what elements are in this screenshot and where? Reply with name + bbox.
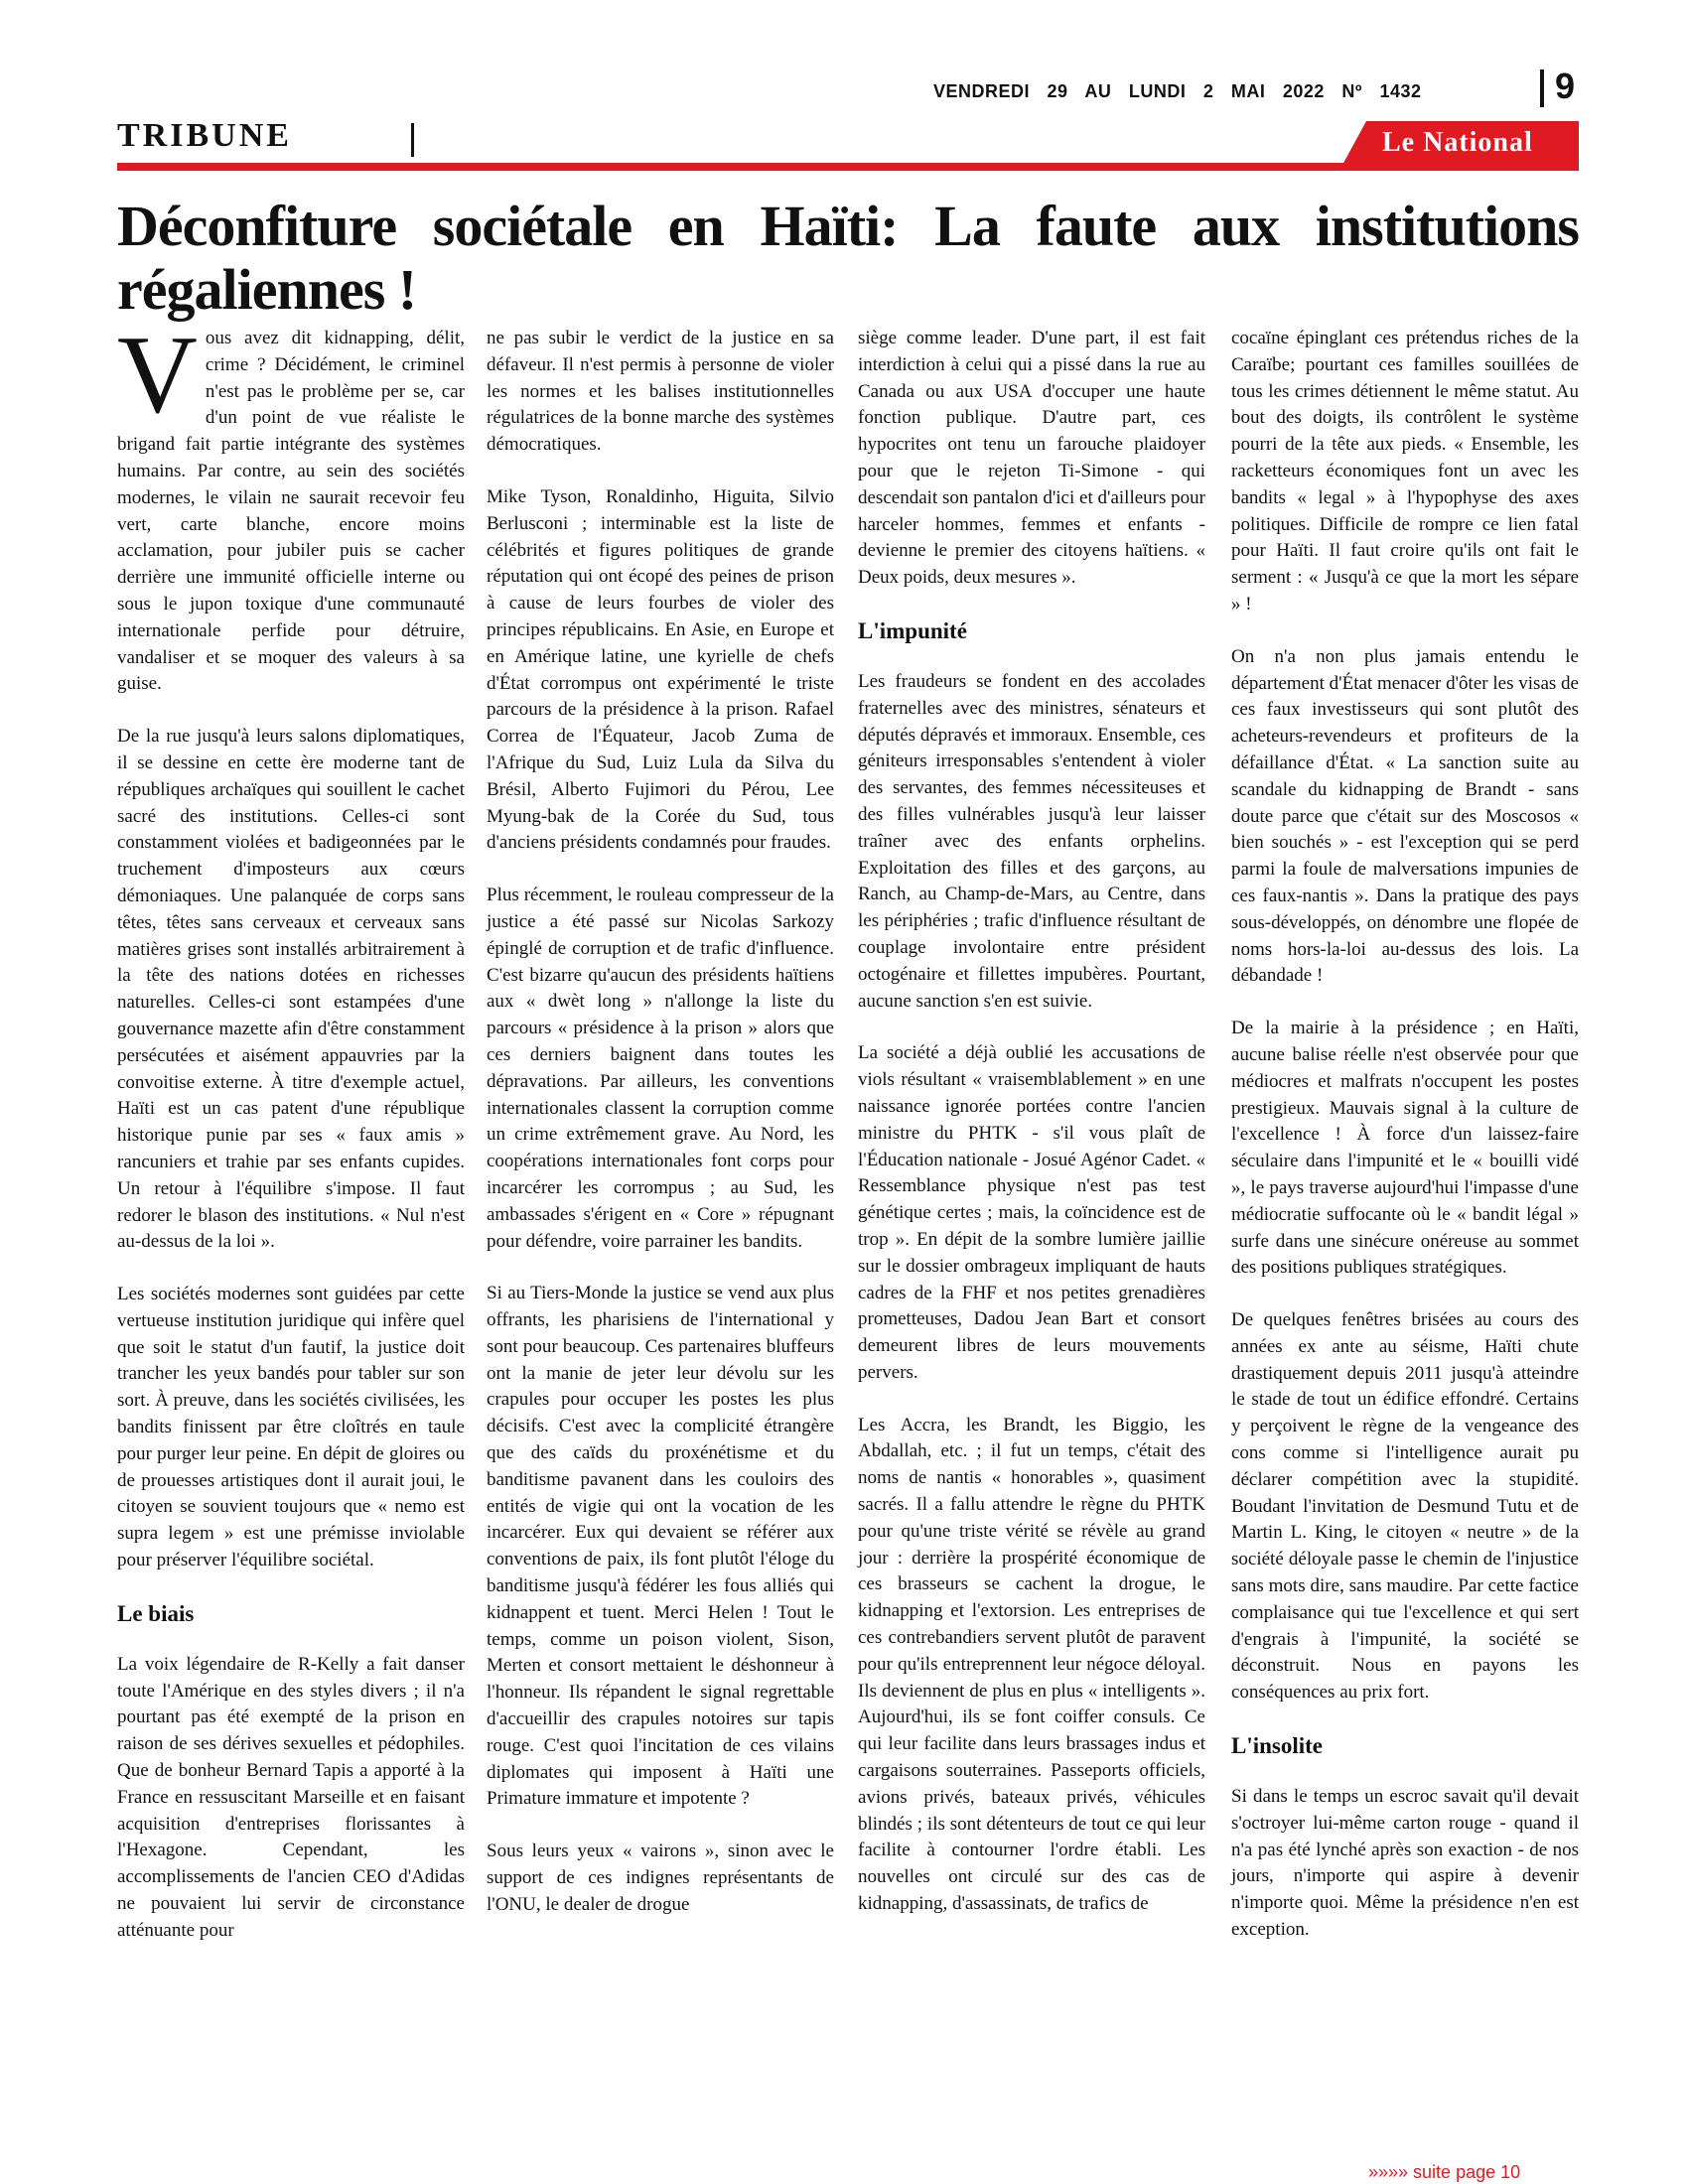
subheading: L'insolite — [1231, 1733, 1324, 1759]
paragraph: Si au Tiers-Monde la justice se vend aux plus offrants, les pharisiens de l'international y sont pour beaucoup. Ces partenaires bluffeurs ont la manie de jeter leur dévolu sur les crapules pour occuper les postes les plus décisifs. C'est avec la complicité étrangère que des caïds du proxénétisme et du banditisme pavanent dans les couloirs des entités de vigie qui ont la vocation de les incarcérer. Eux qui devaient se référer aux conventions de paix, ils font plutôt l'éloge du banditisme jusqu'à fédérer les fous alliés qui kidnappent et tuent. Merci Helen ! Tout le temps, comme un poison violent, Sison, Merten et consort mettaient le déshonneur à l'honneur. Ils répandent le signal regrettable d'accueillir des crapules notoires sur tapis rouge. C'est quoi l'incitation de ces vilains diplomates qui imposent à Haïti une Primature immature et impotente ? — [487, 1283, 834, 1810]
paragraph: De la mairie à la présidence ; en Haïti, aucune balise réelle n'est observée pour que médiocres et malfrats n'occupent les postes prestigieux. Mauvais signal à la culture de l'excellence ! À force d'un laissez-faire séculaire dans l'impunité et le « bouilli vidé », le pays traverse aujourd'hui l'impasse d'une médiocratie suffocante où le « bandit légal » surfe dans une sinécure onéreuse au sommet des positions publiques stratégiques. — [1231, 1018, 1579, 1279]
article-column-4 — [1231, 326, 1579, 1970]
paragraph: Les Accra, les Brandt, les Biggio, les Abdallah, etc. ; il fut un temps, c'était des noms de nantis « honorables », quasiment sacrés. Il a fallu attendre le règne du PHTK pour qu'une triste vérité se révèle au grand jour : derrière la prospérité économique de ces brasseurs se cachent la drogue, le kidnapping et l'extorsion. Les entreprises de ces contrebandiers servent plutôt de paravent pour qu'ils entreprennent leur négoce déloyal. Ils deviennent de plus en plus « intelligents ». Aujourd'hui, ils se font coiffer consuls. Ce qui leur facilite dans leurs brassages indus et cargaisons souterraines. Passeports officiels, avions privés, bateaux privés, véhicules blindés ; ils sont détenteurs de tout ce qui leur facilite à contourner l'ordre établi. Les nouvelles ont circulé sur des cas de kidnapping, d'assassinats, de trafics de — [858, 1414, 1205, 1915]
paragraph: Sous leurs yeux « vairons », sinon avec le support de ces indignes représentants de l'ONU, le dealer de drogue — [487, 1841, 834, 1915]
paragraph: Les fraudeurs se fondent en des accolades fraternelles avec des ministres, sénateurs et députés dépravés et immoraux. Ensemble, ces géniteurs irresponsables s'entendent à violer des servantes, des femmes nécessiteuses et des filles vulnérables jusqu'à leur laisser traîner avec des enfants orphelins. Exploitation des filles et des garçons, au Ranch, au Champ-de-Mars, au Centre, dans les périphéries ; trafic d'influence résultant de couplage involontaire entre président octogénaire et fillettes impubères. Pourtant, aucune sanction s'en est suivie. — [858, 670, 1205, 1012]
paragraph-text: ous avez dit kidnapping, délit, crime ? Décidément, le criminel n'est pas le problème per se, car d'un point de vue réaliste le brigand fait partie intégrante des systèmes humains. Par contre, au sein des sociétés modernes, le vilain ne saurait recevoir feu vert, carte blanche, encore moins acclamation, pour jubiler puis se cacher derrière une immunité officielle interne ou sous le jupon toxique d'une communauté internationale perfide pour détruire, vandaliser et se moquer des valeurs à sa guise. — [117, 328, 465, 695]
paragraph: La société a déjà oublié les accusations de viols résultant « vraisemblablement » en une naissance ignorée portées contre l'ancien ministre du PHTK - s'il vous plaît de l'Éducation nationale - Josué Agénor Cadet. « Ressemblance physique n'est pas test génétique certes ; mais, la coïncidence est de trop ». En dépit de la sombre lumière jaillie sur le dossier ombrageux impliquant de hauts cadres de la FHF et nos petites grenadières prometteuses, Dadou Jean Bart et consort demeurent libres de leurs mouvements pervers. — [858, 1042, 1205, 1383]
paragraph: De la rue jusqu'à leurs salons diplomatiques, il se dessine en cette ère moderne tant de républiques archaïques qui souillent le cachet sacré des institutions. Celles-ci sont constamment violées et badigeonnées par le truchement d'imposteurs aux cœurs démoniaques. Une palanquée de corps sans têtes, têtes sans cerveaux et cerveaux sans matières grises sont installés arbitrairement à la tête des nations dotées en richesses naturelles. Celles-ci sont estampées d'une gouvernance mazette afin d'être constamment persécutées et aisément appauvries par la convoitise externe. À titre d'exemple actuel, Haïti est un cas patent d'une république historique punie par ses « faux amis » rancuniers et trahie par ses enfants cupides. Un retour à l'équilibre s'impose. Il faut redorer le blason des institutions. « Nul n'est au-dessus de la loi ». — [117, 726, 465, 1253]
paragraph: Plus récemment, le rouleau compresseur de la justice a été passé sur Nicolas Sarkozy épinglé de corruption et de trafic d'influence. C'est bizarre qu'aucun des présidents haïtiens aux « dwèt long » n'allonge la liste du parcours « présidence à la prison » alors que ces derniers baignent dans toutes les dépravations. Par ailleurs, les conventions internationales classent la corruption comme un crime extrêmement grave. Au Nord, les coopérations internationales font corps pour incarcérer les corrompus ; au Sud, les ambassades s'érigent en « Core » répugnant pour défendre, voire parrainer les bandits. — [487, 885, 834, 1252]
paragraph: siège comme leader. D'une part, il est fait interdiction à celui qui a pissé dans la rue au Canada ou aux USA d'occuper une haute fonction publique. D'autre part, ces hypocrites ont tenu un farouche plaidoyer pour que le rejeton Ti-Simone - qui descendait son pantalon d'ici et d'ailleurs pour harceler hommes, femmes et enfants - devienne le premier des citoyens haïtiens. « Deux poids, deux mesures ». — [858, 328, 1205, 589]
header-rule — [117, 163, 1579, 171]
header-separator — [1540, 69, 1544, 107]
newspaper-brand: Le National — [1382, 127, 1533, 158]
paragraph: On n'a non plus jamais entendu le département d'État menacer d'ôter les visas de ces faux investisseurs qui sont plutôt des acheteurs-revendeurs et profiteurs de la défaillance d'État. « La sanction suite au scandale du kidnapping de Brandt - sans doute parce que c'était sur des Moscosos « bien souchés » - est l'exception qui se perd parmi la foule de malversations impunies de ces faux-nantis ». Dans la pratique des pays sous-développés, on dénombre une flopée de noms hors-la-loi au-dessus des lois. La débandade ! — [1231, 645, 1579, 987]
paragraph: Mike Tyson, Ronaldinho, Higuita, Silvio Berlusconi ; interminable est la liste de célébrités et figures politiques de grande réputation qui ont écopé des peines de prison à cause de leurs fourbes de violer des principes républicains. En Asie, en Europe et en Amérique latine, une kyrielle de chefs d'État corrompus ont expérimenté le triste parcours de la présidence à la prison. Rafael Correa de l'Équateur, Jacob Zuma de l'Afrique du Sud, Luiz Lula da Silva du Brésil, Alberto Fujimori du Pérou, Lee Myung-bak de la Corée du Sud, tous d'anciens présidents condamnés pour fraudes. — [487, 485, 834, 854]
article-title: Déconfiture sociétale en Haïti: La faute aux institutions régaliennes ! — [117, 194, 1579, 322]
paragraph: La voix légendaire de R-Kelly a fait danser toute l'Amérique en des styles divers ; il n'a pourtant pas été exempté de la prison en raison de ses dérives sexuelles et pédophiles. Que de bonheur Bernard Tapis a apporté à la France en ressuscitant Marseille et en faisant acquisition d'entreprises florissantes à l'Hexagone. Cependant, les accomplissements de l'ancien CEO d'Adidas ne pouvaient lui servir de circonstance atténuante pour — [117, 1653, 465, 1941]
paragraph: Les sociétés modernes sont guidées par cette vertueuse institution juridique qui infère quel que soit le statut d'un fautif, la justice doit trancher les yeux bandés pour tabler sur son sort. À preuve, dans les sociétés civilisées, les bandits finissent par être cloîtrés en taule pour purger leur peine. En dépit de gloires ou de prouesses artistiques dont il aurait joui, le citoyen se souvient toujours que « nemo est supra legem » est une prémisse inviolable pour préserver l'équilibre sociétal. — [117, 1284, 465, 1571]
paragraph — [117, 314, 465, 698]
article-column-2 — [487, 326, 834, 1945]
article-column-3 — [858, 326, 1205, 1944]
article-column-1 — [117, 314, 465, 1971]
continuation-link[interactable]: »»»» suite page 10 — [1368, 2162, 1521, 2182]
paragraph: cocaïne épinglant ces prétendus riches de la Caraïbe; pourtant ces familles souillées de tous les crimes détiennent le même statut. Au bout des doigts, ils contrôlent le système pourri de la tête aux pieds. « Ensemble, les racketteurs économiques font un avec les bandits « legal » à l'hypophyse des axes politiques. Difficile de rompre ce lien fatal pour Haïti. Il faut croire qu'ils ont fait le serment : « Jusqu'à ce que la mort les sépare » ! — [1231, 328, 1579, 614]
issue-date-line: VENDREDI 29 AU LUNDI 2 MAI 2022 Nº 1432 — [933, 81, 1422, 101]
paragraph: Si dans le temps un escroc savait qu'il devait s'octroyer lui-même carton rouge - quand il n'a pas été lynché après son exaction - de nos jours, n'importe qui aspire à devenir n'importe quoi. Même la présidence n'en est exception. — [1231, 1786, 1579, 1941]
paragraph: De quelques fenêtres brisées au cours des années ex ante au séisme, Haïti chute drastiquement depuis 2011 jusqu'à atteindre le stade de tout un édifice effondré. Certains y perçoivent le règne de la vengeance des cons comme si l'intelligence aurait pu déclarer compétition avec la stupidité. Boudant l'invitation de Desmund Tutu et de Martin L. King, le citoyen « neutre » de la société déloyale passe le chemin de l'injustice sans mots dire, sans maudire. Par cette factice complaisance qui tue l'excellence et qui sert d'engrais à l'impunité, la société se déconstruit. Nous en payons les conséquences au prix fort. — [1231, 1309, 1579, 1704]
paragraph: ne pas subir le verdict de la justice en sa défaveur. Il n'est permis à personne de violer les normes et les balises institutionnelles régulatrices de la bonne marche des systèmes démocratiques. — [487, 328, 834, 456]
section-label: TRIBUNE — [117, 117, 292, 154]
subheading: Le biais — [117, 1600, 195, 1626]
drop-cap: V — [117, 314, 198, 437]
page-number: 9 — [1555, 66, 1576, 106]
subheading: L'impunité — [858, 617, 967, 643]
section-divider — [411, 123, 414, 157]
